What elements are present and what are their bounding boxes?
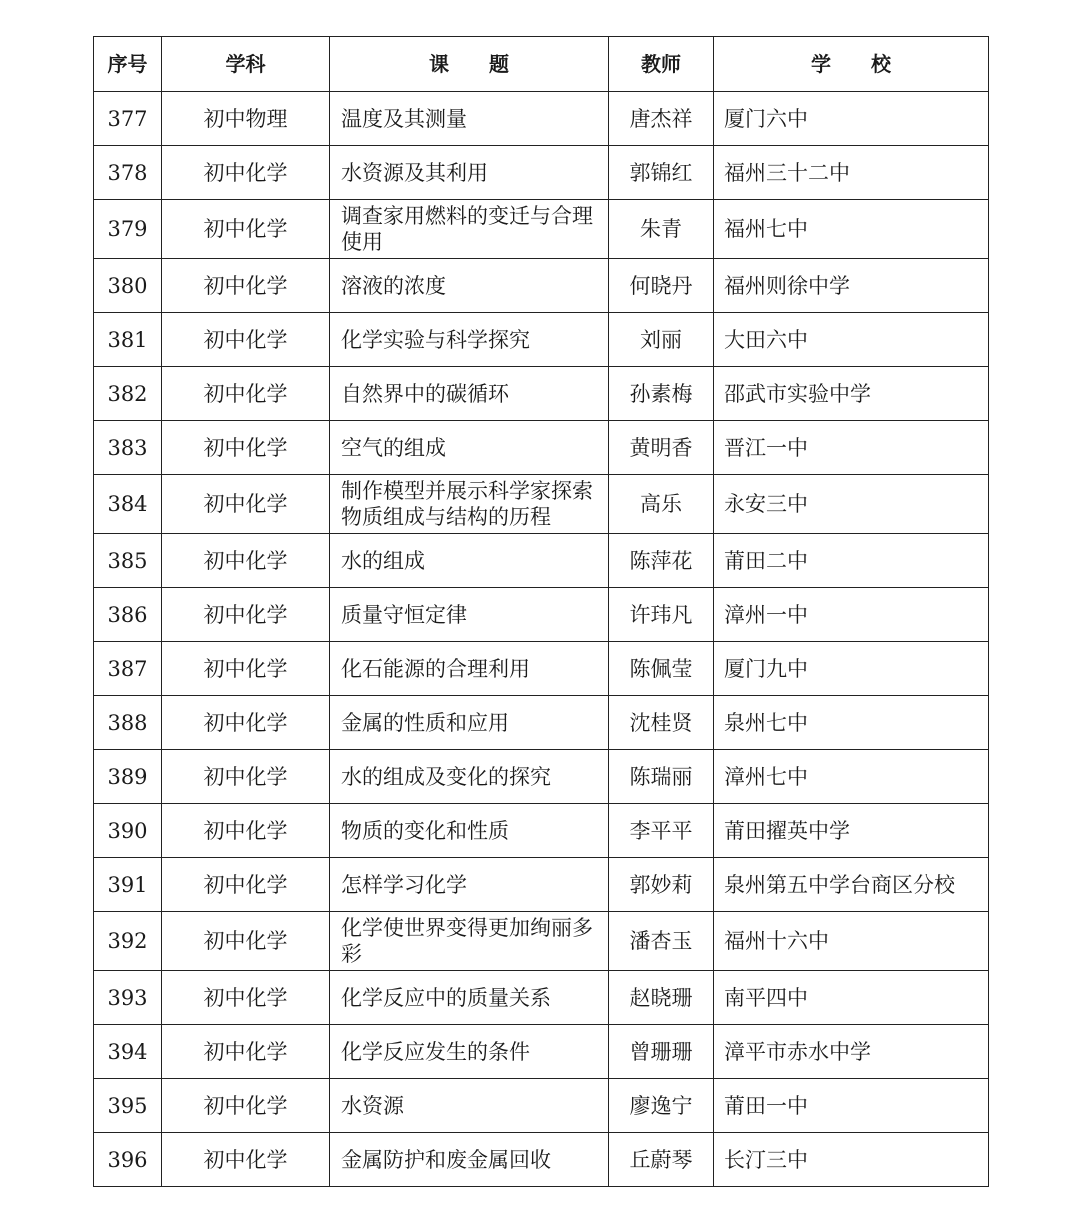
cell-topic: 自然界中的碳循环	[330, 367, 609, 421]
cell-teacher: 黄明香	[609, 421, 714, 475]
cell-school: 邵武市实验中学	[714, 367, 989, 421]
cell-school: 晋江一中	[714, 421, 989, 475]
cell-teacher: 曾珊珊	[609, 1025, 714, 1079]
cell-topic: 物质的变化和性质	[330, 804, 609, 858]
cell-school: 莆田二中	[714, 534, 989, 588]
cell-teacher: 潘杏玉	[609, 912, 714, 971]
cell-teacher: 丘蔚琴	[609, 1133, 714, 1187]
cell-num: 391	[94, 858, 162, 912]
cell-school: 漳平市赤水中学	[714, 1025, 989, 1079]
cell-school: 莆田一中	[714, 1079, 989, 1133]
header-subject: 学科	[162, 37, 330, 92]
cell-num: 390	[94, 804, 162, 858]
table-row	[94, 200, 989, 259]
cell-subject: 初中化学	[162, 1133, 330, 1187]
cell-subject: 初中化学	[162, 313, 330, 367]
table-row	[94, 421, 989, 475]
cell-num: 378	[94, 146, 162, 200]
table-row	[94, 367, 989, 421]
cell-num: 389	[94, 750, 162, 804]
cell-topic: 金属防护和废金属回收	[330, 1133, 609, 1187]
cell-topic: 温度及其测量	[330, 92, 609, 146]
cell-school: 福州七中	[714, 200, 989, 259]
cell-num: 396	[94, 1133, 162, 1187]
table-row	[94, 696, 989, 750]
table-row	[94, 750, 989, 804]
cell-teacher: 廖逸宁	[609, 1079, 714, 1133]
cell-teacher: 李平平	[609, 804, 714, 858]
cell-num: 381	[94, 313, 162, 367]
cell-subject: 初中化学	[162, 146, 330, 200]
table-row	[94, 534, 989, 588]
table-row	[94, 1025, 989, 1079]
header-teacher: 教师	[609, 37, 714, 92]
cell-teacher: 孙素梅	[609, 367, 714, 421]
cell-subject: 初中化学	[162, 534, 330, 588]
cell-num: 380	[94, 259, 162, 313]
header-num: 序号	[94, 37, 162, 92]
cell-school: 漳州一中	[714, 588, 989, 642]
cell-school: 厦门六中	[714, 92, 989, 146]
cell-school: 泉州七中	[714, 696, 989, 750]
cell-topic: 金属的性质和应用	[330, 696, 609, 750]
cell-subject: 初中化学	[162, 750, 330, 804]
table-header-row	[94, 37, 989, 92]
cell-topic: 化学反应中的质量关系	[330, 971, 609, 1025]
cell-teacher: 刘丽	[609, 313, 714, 367]
cell-topic: 水资源	[330, 1079, 609, 1133]
table-row	[94, 912, 989, 971]
cell-school: 福州三十二中	[714, 146, 989, 200]
table-row	[94, 642, 989, 696]
cell-num: 377	[94, 92, 162, 146]
cell-teacher: 陈瑞丽	[609, 750, 714, 804]
cell-topic: 质量守恒定律	[330, 588, 609, 642]
cell-school: 漳州七中	[714, 750, 989, 804]
cell-num: 387	[94, 642, 162, 696]
cell-teacher: 赵晓珊	[609, 971, 714, 1025]
cell-teacher: 陈佩莹	[609, 642, 714, 696]
cell-num: 385	[94, 534, 162, 588]
table-row	[94, 1133, 989, 1187]
cell-subject: 初中化学	[162, 912, 330, 971]
cell-num: 386	[94, 588, 162, 642]
cell-school: 泉州第五中学台商区分校	[714, 858, 989, 912]
table-row	[94, 588, 989, 642]
cell-num: 394	[94, 1025, 162, 1079]
cell-school: 南平四中	[714, 971, 989, 1025]
cell-school: 长汀三中	[714, 1133, 989, 1187]
cell-subject: 初中化学	[162, 696, 330, 750]
cell-topic: 化学实验与科学探究	[330, 313, 609, 367]
cell-topic: 溶液的浓度	[330, 259, 609, 313]
cell-subject: 初中化学	[162, 642, 330, 696]
table-body	[94, 92, 989, 1187]
cell-num: 382	[94, 367, 162, 421]
cell-teacher: 沈桂贤	[609, 696, 714, 750]
cell-school: 福州十六中	[714, 912, 989, 971]
cell-subject: 初中化学	[162, 858, 330, 912]
cell-topic: 怎样学习化学	[330, 858, 609, 912]
cell-topic: 水的组成	[330, 534, 609, 588]
cell-subject: 初中化学	[162, 367, 330, 421]
table-row	[94, 1079, 989, 1133]
cell-subject: 初中化学	[162, 200, 330, 259]
cell-subject: 初中化学	[162, 971, 330, 1025]
cell-num: 383	[94, 421, 162, 475]
cell-subject: 初中化学	[162, 588, 330, 642]
cell-topic: 水的组成及变化的探究	[330, 750, 609, 804]
cell-school: 大田六中	[714, 313, 989, 367]
cell-teacher: 何晓丹	[609, 259, 714, 313]
cell-subject: 初中化学	[162, 804, 330, 858]
cell-topic: 制作模型并展示科学家探索物质组成与结构的历程	[330, 475, 609, 534]
cell-school: 福州则徐中学	[714, 259, 989, 313]
cell-subject: 初中化学	[162, 475, 330, 534]
cell-subject: 初中化学	[162, 421, 330, 475]
cell-num: 384	[94, 475, 162, 534]
cell-num: 395	[94, 1079, 162, 1133]
cell-topic: 化石能源的合理利用	[330, 642, 609, 696]
cell-teacher: 唐杰祥	[609, 92, 714, 146]
cell-topic: 空气的组成	[330, 421, 609, 475]
cell-teacher: 高乐	[609, 475, 714, 534]
cell-teacher: 陈萍花	[609, 534, 714, 588]
table-row	[94, 971, 989, 1025]
cell-teacher: 郭妙莉	[609, 858, 714, 912]
cell-school: 永安三中	[714, 475, 989, 534]
table-row	[94, 259, 989, 313]
cell-num: 388	[94, 696, 162, 750]
cell-topic: 水资源及其利用	[330, 146, 609, 200]
course-table	[93, 36, 989, 1187]
cell-school: 厦门九中	[714, 642, 989, 696]
cell-teacher: 许玮凡	[609, 588, 714, 642]
cell-teacher: 郭锦红	[609, 146, 714, 200]
cell-topic: 调查家用燃料的变迁与合理使用	[330, 200, 609, 259]
table-row	[94, 313, 989, 367]
table-row	[94, 475, 989, 534]
table-row	[94, 92, 989, 146]
header-school: 学 校	[714, 37, 989, 92]
cell-subject: 初中化学	[162, 1025, 330, 1079]
cell-subject: 初中化学	[162, 1079, 330, 1133]
cell-school: 莆田擢英中学	[714, 804, 989, 858]
header-topic: 课 题	[330, 37, 609, 92]
cell-num: 379	[94, 200, 162, 259]
table-row	[94, 804, 989, 858]
cell-num: 393	[94, 971, 162, 1025]
cell-teacher: 朱青	[609, 200, 714, 259]
cell-subject: 初中化学	[162, 259, 330, 313]
table-row	[94, 858, 989, 912]
cell-topic: 化学反应发生的条件	[330, 1025, 609, 1079]
table-row	[94, 146, 989, 200]
cell-num: 392	[94, 912, 162, 971]
cell-topic: 化学使世界变得更加绚丽多彩	[330, 912, 609, 971]
cell-subject: 初中物理	[162, 92, 330, 146]
